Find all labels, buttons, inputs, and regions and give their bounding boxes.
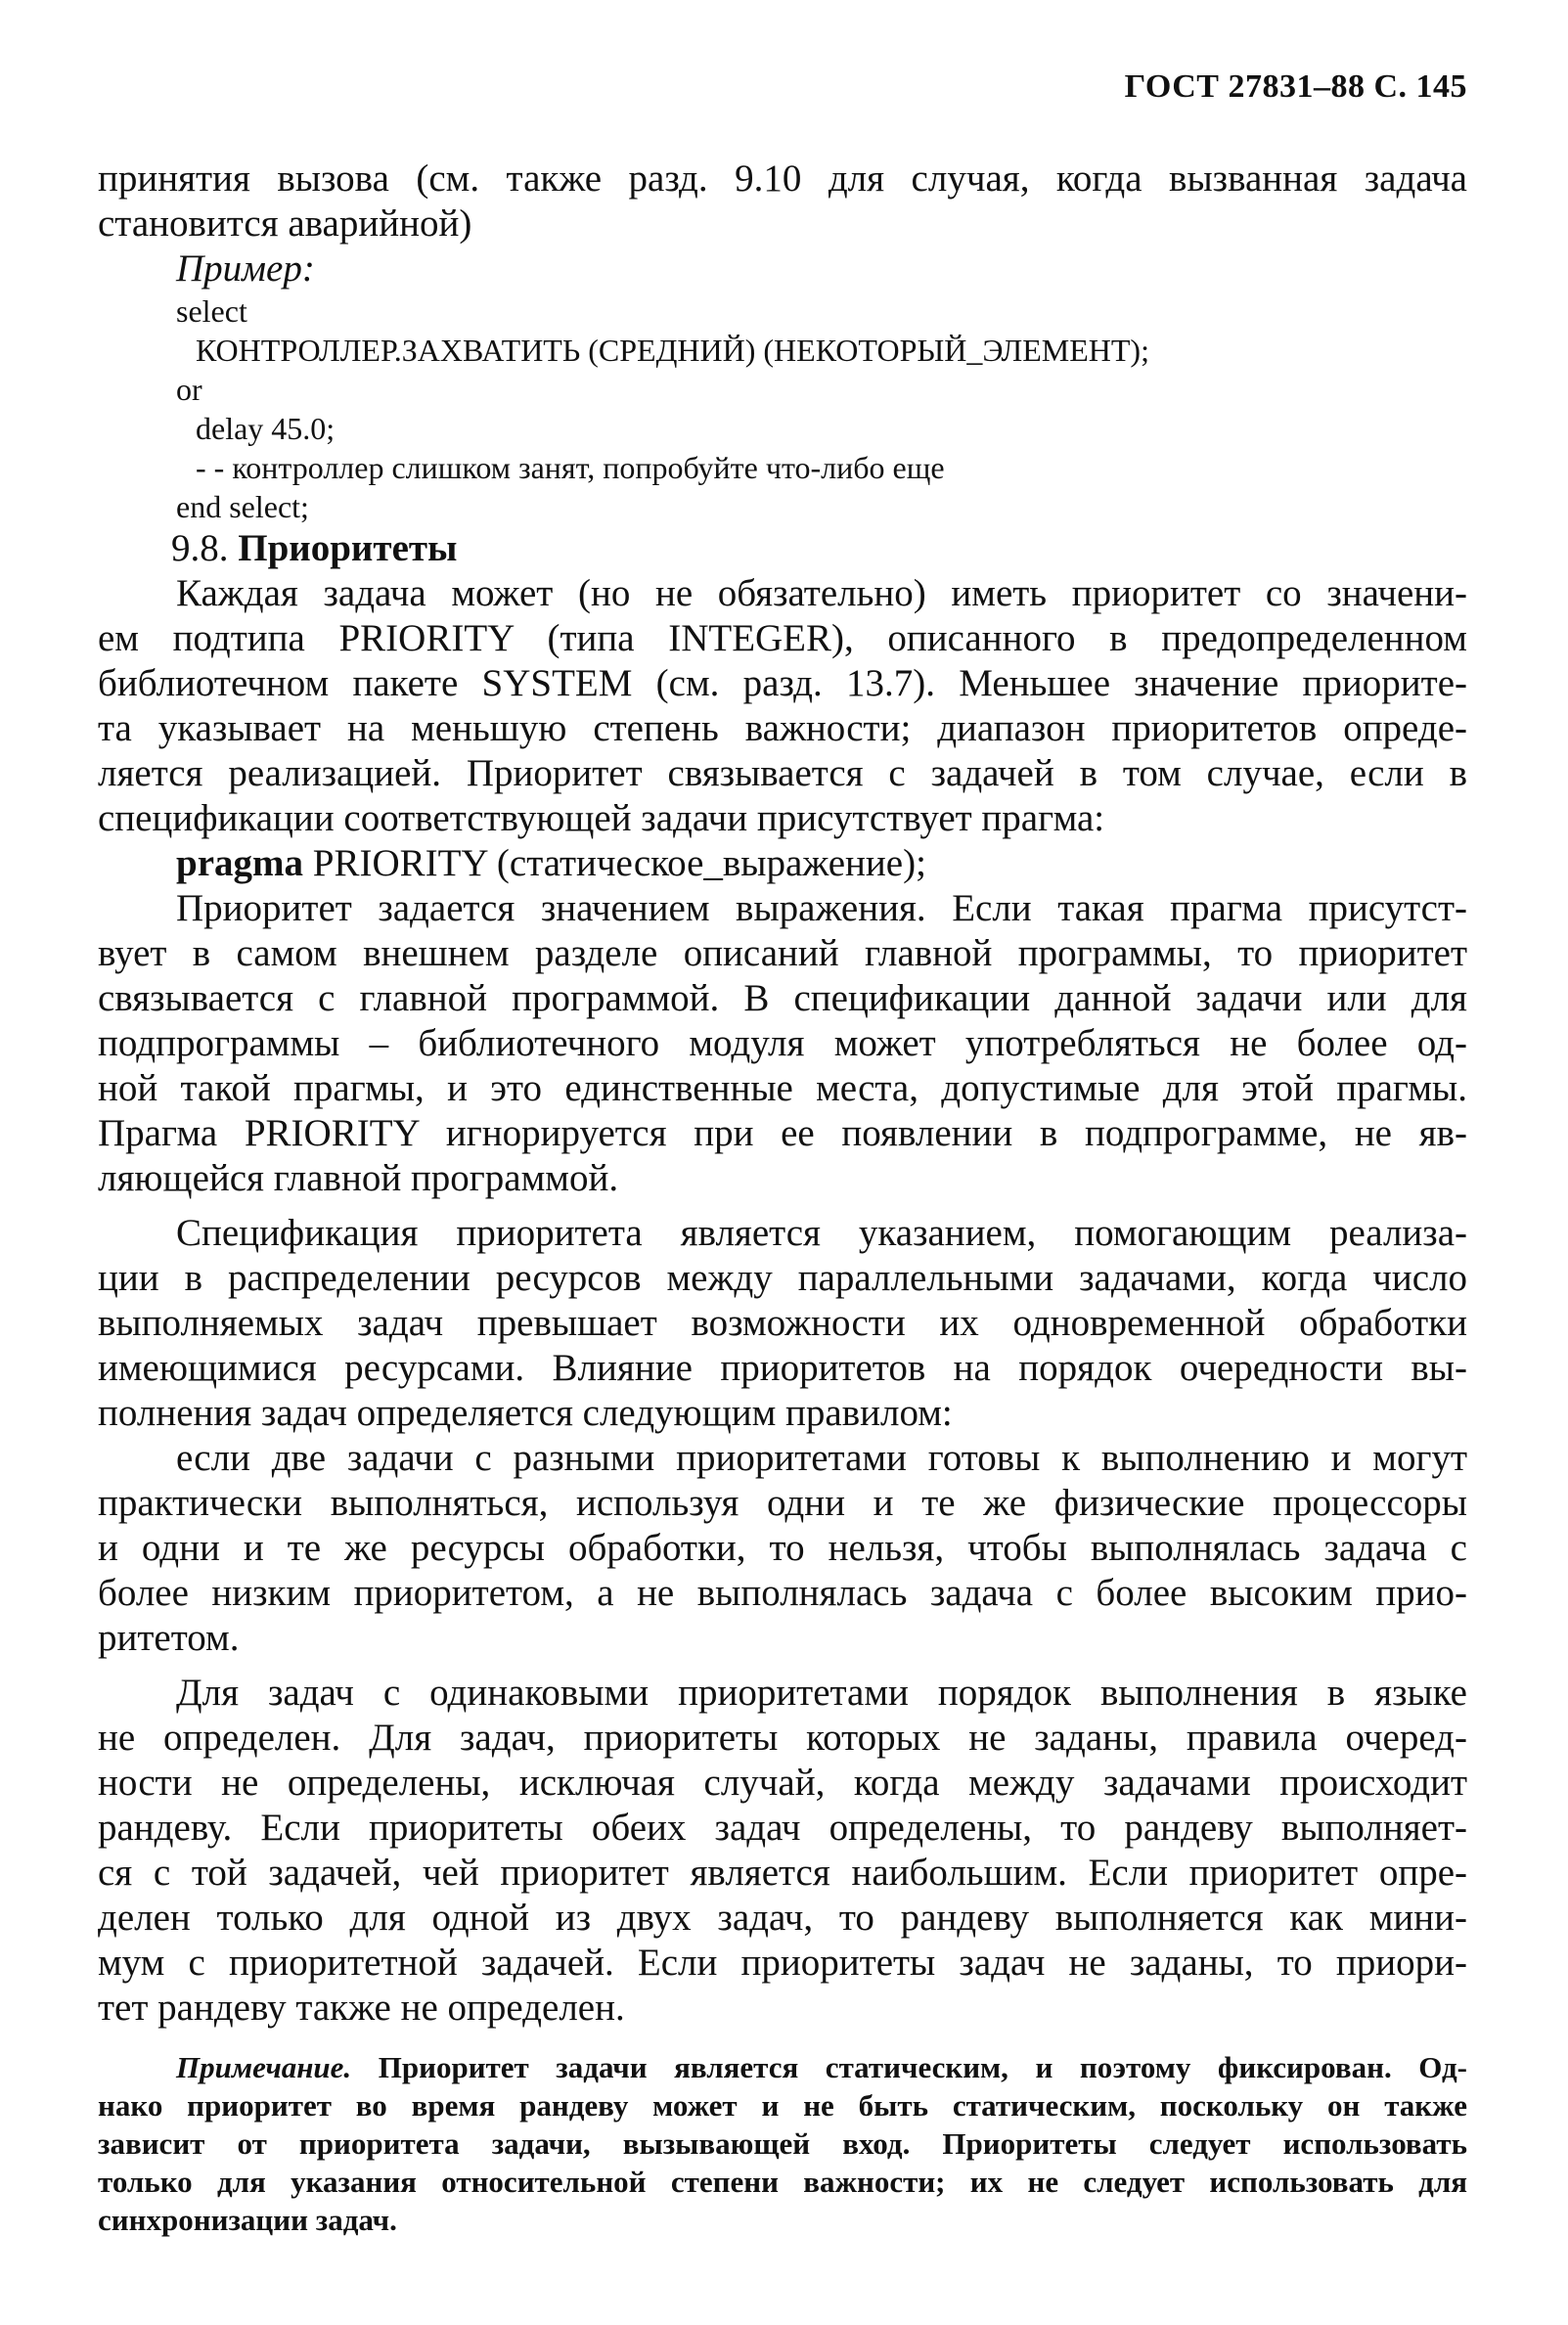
- page-body: [98, 156, 1467, 2239]
- code-line-call: КОНТРОЛЛЕР.ЗАХВАТИТЬ (СРЕДНИЙ) (НЕКОТОРЫЙ_ЭЛЕМЕНТ);: [196, 333, 1149, 368]
- intro-line-2: становится аварийной): [98, 202, 472, 245]
- section-number: 9.8.: [171, 527, 229, 569]
- note-line-2: нако приоритет во время рандеву может и не быть статическим, поскольку он также: [98, 2088, 1467, 2123]
- para1-line-4: та указывает на меньшую степень важности; диапазон приоритетов опреде-: [98, 707, 1467, 749]
- code-line-select: select: [176, 293, 247, 329]
- para3-line-5: полнения задач определяется следующим правилом:: [98, 1392, 953, 1434]
- pragma-rest: PRIORITY (статическое_выражение);: [312, 842, 926, 884]
- note-line-5: синхронизации задач.: [98, 2203, 397, 2237]
- para1-line-5: ляется реализацией. Приоритет связывается с задачей в том случае, если в: [98, 752, 1467, 794]
- para4-line-4: более низким приоритетом, а не выполнялась задача с более высоким прио-: [98, 1572, 1467, 1614]
- code-line-delay: delay 45.0;: [196, 411, 336, 446]
- para4-line-1: если две задачи с разными приоритетами готовы к выполнению и могут: [176, 1437, 1467, 1479]
- section-title: Приоритеты: [238, 527, 458, 569]
- para1-line-3: библиотечном пакете SYSTEM (см. разд. 13.7). Меньшее значение приорите-: [98, 662, 1467, 704]
- section-heading: [98, 526, 1467, 571]
- para1-line-1: Каждая задача может (но не обязательно) иметь приоритет со значени-: [176, 572, 1467, 614]
- para5-line-1: Для задач с одинаковыми приоритетами порядок выполнения в языке: [176, 1672, 1467, 1714]
- para4-line-5: ритетом.: [98, 1617, 240, 1659]
- para3-line-1: Спецификация приоритета является указанием, помогающим реализа-: [176, 1212, 1467, 1254]
- page-header: ГОСТ 27831–88 С. 145: [1124, 68, 1467, 105]
- note-line-1-text: Приоритет задачи является статическим, и поэтому фиксирован. Од-: [378, 2050, 1467, 2084]
- para2-line-3: связывается с главной программой. В спецификации данной задачи или для: [98, 977, 1467, 1019]
- para3-line-3: выполняемых задач превышает возможности их одновременной обработки: [98, 1302, 1467, 1344]
- example-label: Пример:: [176, 247, 315, 290]
- code-line-comment: - - контроллер слишком занят, попробуйте что-либо еще: [196, 450, 945, 485]
- para3-line-4: имеющимися ресурсами. Влияние приоритетов на порядок очередности вы-: [98, 1347, 1467, 1389]
- code-line-end-select: end select;: [176, 489, 309, 524]
- note-line-1: [98, 2048, 1467, 2086]
- note-line-3: зависит от приоритета задачи, вызывающей вход. Приоритеты следует использовать: [98, 2126, 1467, 2161]
- para5-line-5: ся с той задачей, чей приоритет является наибольшим. Если приоритет опре-: [98, 1852, 1467, 1894]
- para2-line-5: ной такой прагмы, и это единственные места, допустимые для этой прагмы.: [98, 1067, 1467, 1109]
- para1-line-6: спецификации соответствующей задачи присутствует прагма:: [98, 797, 1105, 839]
- para2-line-6: Прагма PRIORITY игнорируется при ее появлении в подпрограмме, не яв-: [98, 1112, 1467, 1154]
- note-line-4: только для указания относительной степени важности; их не следует использовать для: [98, 2165, 1467, 2199]
- para2-line-4: подпрограммы – библиотечного модуля может употребляться не более од-: [98, 1022, 1467, 1064]
- para2-line-2: вует в самом внешнем разделе описаний главной программы, то приоритет: [98, 932, 1467, 974]
- para3-line-2: ции в распределении ресурсов между параллельными задачами, когда число: [98, 1257, 1467, 1299]
- para5-line-6: делен только для одной из двух задач, то рандеву выполняется как мини-: [98, 1897, 1467, 1939]
- pragma-keyword: pragma: [176, 842, 303, 884]
- para5-line-7: мум с приоритетной задачей. Если приоритеты задач не заданы, то приори-: [98, 1942, 1467, 1984]
- para5-line-4: рандеву. Если приоритеты обеих задач определены, то рандеву выполняет-: [98, 1807, 1467, 1849]
- note-label: Примечание.: [176, 2050, 352, 2084]
- para2-line-7: ляющейся главной программой.: [98, 1157, 619, 1199]
- para4-line-2: практически выполняться, используя одни и те же физические процессоры: [98, 1482, 1467, 1524]
- code-line-or: or: [176, 372, 202, 407]
- para1-line-2: ем подтипа PRIORITY (типа INTEGER), описанного в предопределенном: [98, 617, 1467, 659]
- para2-line-1: Приоритет задается значением выражения. Если такая прагма присутст-: [176, 887, 1467, 929]
- para4-line-3: и одни и те же ресурсы обработки, то нельзя, чтобы выполнялась задача с: [98, 1527, 1467, 1569]
- para5-line-2: не определен. Для задач, приоритеты которых не заданы, правила очеред-: [98, 1717, 1467, 1759]
- pragma-line: [98, 841, 1467, 886]
- para5-line-8: тет рандеву также не определен.: [98, 1987, 625, 2029]
- intro-line-1: принятия вызова (см. также разд. 9.10 для случая, когда вызванная задача: [98, 157, 1467, 200]
- para5-line-3: ности не определены, исключая случай, когда между задачами происходит: [98, 1762, 1467, 1804]
